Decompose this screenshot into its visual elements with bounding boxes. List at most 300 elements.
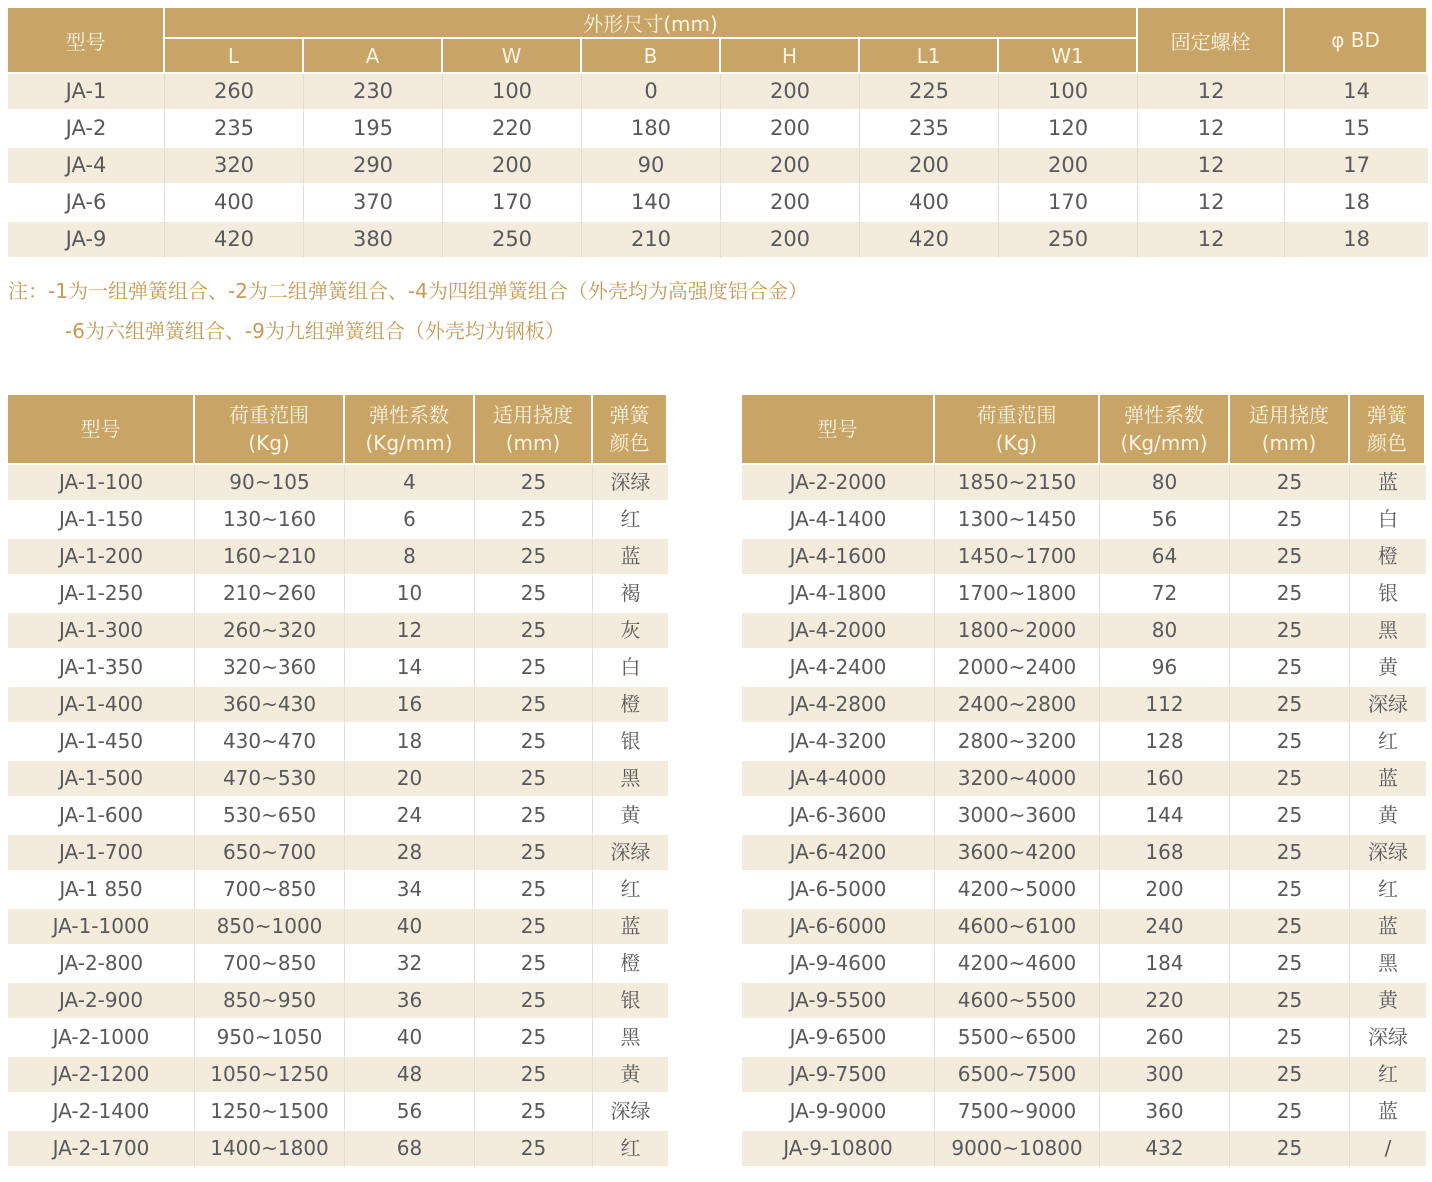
cell-model: JA-4-4000 <box>742 761 935 798</box>
cell-spring-rate: 6 <box>345 502 475 539</box>
cell-spring-rate: 128 <box>1100 724 1230 761</box>
cell-model: JA-6 <box>8 185 165 222</box>
cell-spring-rate: 112 <box>1100 687 1230 724</box>
column-header-deflection <box>1230 395 1350 465</box>
cell-L: 235 <box>165 111 304 148</box>
table-row <box>8 650 668 687</box>
cell-deflection: 25 <box>1230 465 1350 502</box>
cell-load-range: 1300~1450 <box>935 502 1100 539</box>
cell-deflection: 25 <box>1230 1057 1350 1094</box>
cell-L: 260 <box>165 74 304 111</box>
table-row <box>8 74 1428 111</box>
column-header-model <box>742 395 935 465</box>
cell-spring-rate: 200 <box>1100 872 1230 909</box>
cell-spring-rate: 240 <box>1100 909 1230 946</box>
header-unit: (mm) <box>1261 431 1317 455</box>
cell-load-range: 260~320 <box>195 613 345 650</box>
cell-deflection: 25 <box>475 872 593 909</box>
cell-L: 320 <box>165 148 304 185</box>
table-row <box>742 1057 1426 1094</box>
column-header-dimensions: 外形尺寸(mm) <box>165 8 1138 39</box>
cell-spring-rate: 168 <box>1100 835 1230 872</box>
cell-deflection: 25 <box>475 946 593 983</box>
cell-model: JA-4 <box>8 148 165 185</box>
cell-bd: 14 <box>1285 74 1428 111</box>
cell-load-range: 2000~2400 <box>935 650 1100 687</box>
cell-load-range: 4200~5000 <box>935 872 1100 909</box>
cell-spring-rate: 80 <box>1100 613 1230 650</box>
cell-L1: 400 <box>860 185 999 222</box>
cell-W: 100 <box>443 74 582 111</box>
cell-deflection: 25 <box>1230 1020 1350 1057</box>
cell-deflection: 25 <box>1230 613 1350 650</box>
cell-spring-color: 深绿 <box>1350 1020 1426 1057</box>
cell-load-range: 1050~1250 <box>195 1057 345 1094</box>
cell-load-range: 2800~3200 <box>935 724 1100 761</box>
cell-spring-color: 红 <box>1350 1057 1426 1094</box>
cell-model: JA-1-100 <box>8 465 195 502</box>
cell-spring-rate: 14 <box>345 650 475 687</box>
cell-H: 200 <box>721 222 860 259</box>
cell-spring-color: 灰 <box>593 613 668 650</box>
cell-model: JA-1-600 <box>8 798 195 835</box>
cell-load-range: 4600~6100 <box>935 909 1100 946</box>
cell-load-range: 320~360 <box>195 650 345 687</box>
cell-spring-rate: 12 <box>345 613 475 650</box>
table-row <box>742 613 1426 650</box>
column-header-W: W <box>443 39 582 74</box>
table-row <box>8 872 668 909</box>
cell-model: JA-1-350 <box>8 650 195 687</box>
cell-load-range: 7500~9000 <box>935 1094 1100 1131</box>
cell-spring-rate: 24 <box>345 798 475 835</box>
cell-model: JA-1-250 <box>8 576 195 613</box>
column-header-spring-rate <box>1100 395 1230 465</box>
cell-spring-color: 橙 <box>593 946 668 983</box>
cell-spring-color: 蓝 <box>593 909 668 946</box>
table-row <box>8 835 668 872</box>
spring-tables-section <box>8 395 1426 1168</box>
cell-W1: 200 <box>999 148 1138 185</box>
cell-model: JA-1-300 <box>8 613 195 650</box>
cell-load-range: 700~850 <box>195 872 345 909</box>
cell-spring-color: 黑 <box>1350 613 1426 650</box>
cell-model: JA-4-1800 <box>742 576 935 613</box>
header-label: 弹性系数 <box>1124 403 1204 427</box>
table-row <box>742 872 1426 909</box>
cell-model: JA-4-3200 <box>742 724 935 761</box>
cell-deflection: 25 <box>475 650 593 687</box>
cell-spring-rate: 8 <box>345 539 475 576</box>
header-unit: (Kg) <box>248 431 290 455</box>
cell-deflection: 25 <box>1230 539 1350 576</box>
table-row <box>8 1057 668 1094</box>
column-header-model <box>8 395 195 465</box>
cell-spring-color: 蓝 <box>1350 909 1426 946</box>
cell-model: JA-4-2000 <box>742 613 935 650</box>
cell-spring-rate: 220 <box>1100 983 1230 1020</box>
cell-L: 420 <box>165 222 304 259</box>
column-header-spring-color <box>1350 395 1426 465</box>
cell-spring-color: 黄 <box>1350 983 1426 1020</box>
cell-spring-color: 白 <box>593 650 668 687</box>
table-row <box>8 1131 668 1168</box>
header-label: 荷重范围 <box>229 403 309 427</box>
cell-load-range: 430~470 <box>195 724 345 761</box>
cell-deflection: 25 <box>1230 1094 1350 1131</box>
cell-deflection: 25 <box>1230 576 1350 613</box>
cell-spring-rate: 56 <box>345 1094 475 1131</box>
cell-spring-color: 深绿 <box>1350 687 1426 724</box>
cell-spring-rate: 80 <box>1100 465 1230 502</box>
cell-spring-color: 黑 <box>593 1020 668 1057</box>
cell-bolt: 12 <box>1138 148 1285 185</box>
cell-load-range: 950~1050 <box>195 1020 345 1057</box>
cell-L1: 225 <box>860 74 999 111</box>
spring-table-left-body <box>8 465 668 1168</box>
table-row <box>8 761 668 798</box>
column-header-L1: L1 <box>860 39 999 74</box>
cell-bolt: 12 <box>1138 185 1285 222</box>
cell-model: JA-2-1000 <box>8 1020 195 1057</box>
cell-model: JA-4-2800 <box>742 687 935 724</box>
header-unit: (mm) <box>505 431 561 455</box>
cell-model: JA-2 <box>8 111 165 148</box>
cell-load-range: 360~430 <box>195 687 345 724</box>
cell-model: JA-2-800 <box>8 946 195 983</box>
cell-spring-color: 黄 <box>593 798 668 835</box>
cell-model: JA-1-1000 <box>8 909 195 946</box>
cell-model: JA-6-3600 <box>742 798 935 835</box>
cell-deflection: 25 <box>1230 724 1350 761</box>
cell-A: 195 <box>304 111 443 148</box>
cell-model: JA-1 <box>8 74 165 111</box>
cell-spring-color: 深绿 <box>593 465 668 502</box>
cell-load-range: 470~530 <box>195 761 345 798</box>
cell-spring-rate: 40 <box>345 1020 475 1057</box>
cell-spring-color: 蓝 <box>593 539 668 576</box>
header-label: 型号 <box>80 417 121 441</box>
cell-model: JA-1-150 <box>8 502 195 539</box>
column-header-bd: φ BD <box>1285 8 1428 74</box>
cell-W: 250 <box>443 222 582 259</box>
header-label: 弹性系数 <box>369 403 449 427</box>
cell-spring-color: 红 <box>593 502 668 539</box>
table-row <box>8 909 668 946</box>
table-row <box>8 1094 668 1131</box>
cell-H: 200 <box>721 185 860 222</box>
cell-A: 230 <box>304 74 443 111</box>
cell-deflection: 25 <box>1230 650 1350 687</box>
cell-model: JA-1-400 <box>8 687 195 724</box>
cell-deflection: 25 <box>475 465 593 502</box>
cell-bd: 15 <box>1285 111 1428 148</box>
cell-B: 140 <box>582 185 721 222</box>
header-label: 颜色 <box>1367 431 1407 455</box>
cell-load-range: 850~950 <box>195 983 345 1020</box>
column-header-load-range <box>935 395 1100 465</box>
cell-spring-color: 橙 <box>593 687 668 724</box>
cell-spring-color: 红 <box>593 1131 668 1168</box>
cell-load-range: 4600~5500 <box>935 983 1100 1020</box>
header-label: 弹簧 <box>609 403 650 427</box>
column-header-spring-color <box>593 395 668 465</box>
cell-load-range: 3000~3600 <box>935 798 1100 835</box>
cell-W1: 100 <box>999 74 1138 111</box>
cell-L: 400 <box>165 185 304 222</box>
column-header-spring-rate <box>345 395 475 465</box>
cell-spring-rate: 56 <box>1100 502 1230 539</box>
cell-spring-color: 蓝 <box>1350 761 1426 798</box>
cell-model: JA-1 850 <box>8 872 195 909</box>
cell-W1: 120 <box>999 111 1138 148</box>
header-label: 荷重范围 <box>976 403 1057 427</box>
column-header-W1: W1 <box>999 39 1138 74</box>
cell-model: JA-1-500 <box>8 761 195 798</box>
cell-spring-color: 银 <box>1350 576 1426 613</box>
cell-bolt: 12 <box>1138 222 1285 259</box>
cell-model: JA-9-10800 <box>742 1131 935 1168</box>
cell-spring-rate: 184 <box>1100 946 1230 983</box>
cell-load-range: 90~105 <box>195 465 345 502</box>
cell-deflection: 25 <box>475 798 593 835</box>
cell-spring-color: 蓝 <box>1350 1094 1426 1131</box>
cell-load-range: 700~850 <box>195 946 345 983</box>
cell-deflection: 25 <box>1230 1131 1350 1168</box>
table-row <box>742 1020 1426 1057</box>
column-header-B: B <box>582 39 721 74</box>
cell-spring-color: 蓝 <box>1350 465 1426 502</box>
cell-spring-rate: 32 <box>345 946 475 983</box>
table-row <box>742 946 1426 983</box>
cell-model: JA-2-1700 <box>8 1131 195 1168</box>
cell-deflection: 25 <box>475 613 593 650</box>
cell-deflection: 25 <box>1230 761 1350 798</box>
cell-deflection: 25 <box>475 687 593 724</box>
cell-load-range: 1450~1700 <box>935 539 1100 576</box>
cell-load-range: 1250~1500 <box>195 1094 345 1131</box>
table-row <box>8 502 668 539</box>
cell-model: JA-9-5500 <box>742 983 935 1020</box>
cell-load-range: 1400~1800 <box>195 1131 345 1168</box>
cell-deflection: 25 <box>1230 798 1350 835</box>
table-row <box>8 465 668 502</box>
cell-spring-color: 银 <box>593 983 668 1020</box>
cell-load-range: 2400~2800 <box>935 687 1100 724</box>
cell-spring-color: 红 <box>1350 872 1426 909</box>
cell-model: JA-2-900 <box>8 983 195 1020</box>
cell-spring-color: 白 <box>1350 502 1426 539</box>
spring-table-right-body <box>742 465 1426 1168</box>
column-header-H: H <box>721 39 860 74</box>
dimensions-table-body <box>8 74 1428 259</box>
table-row <box>742 502 1426 539</box>
cell-load-range: 6500~7500 <box>935 1057 1100 1094</box>
footnote-line-2: -6为六组弹簧组合、-9为九组弹簧组合（外壳均为钢板） <box>65 319 565 343</box>
cell-B: 90 <box>582 148 721 185</box>
cell-spring-rate: 96 <box>1100 650 1230 687</box>
table-row <box>8 185 1428 222</box>
header-row <box>8 395 668 465</box>
cell-spring-rate: 18 <box>345 724 475 761</box>
table-row <box>8 613 668 650</box>
cell-spring-rate: 28 <box>345 835 475 872</box>
header-row-top <box>8 8 1428 39</box>
cell-spring-rate: 4 <box>345 465 475 502</box>
cell-spring-color: 银 <box>593 724 668 761</box>
cell-model: JA-9-9000 <box>742 1094 935 1131</box>
cell-load-range: 5500~6500 <box>935 1020 1100 1057</box>
cell-deflection: 25 <box>475 1131 593 1168</box>
header-label: 弹簧 <box>1367 403 1407 427</box>
cell-H: 200 <box>721 111 860 148</box>
table-row <box>742 576 1426 613</box>
cell-load-range: 4200~4600 <box>935 946 1100 983</box>
cell-deflection: 25 <box>475 724 593 761</box>
cell-load-range: 1800~2000 <box>935 613 1100 650</box>
cell-deflection: 25 <box>475 502 593 539</box>
cell-spring-rate: 64 <box>1100 539 1230 576</box>
cell-B: 180 <box>582 111 721 148</box>
cell-model: JA-2-1400 <box>8 1094 195 1131</box>
cell-model: JA-9-7500 <box>742 1057 935 1094</box>
cell-model: JA-4-1600 <box>742 539 935 576</box>
cell-spring-rate: 360 <box>1100 1094 1230 1131</box>
cell-spring-rate: 16 <box>345 687 475 724</box>
header-label: 型号 <box>817 417 858 441</box>
cell-model: JA-6-4200 <box>742 835 935 872</box>
cell-spring-rate: 40 <box>345 909 475 946</box>
cell-deflection: 25 <box>1230 502 1350 539</box>
table-row <box>742 1094 1426 1131</box>
table-row <box>8 724 668 761</box>
cell-deflection: 25 <box>475 576 593 613</box>
table-row <box>742 909 1426 946</box>
table-row <box>8 687 668 724</box>
table-row <box>742 1131 1426 1168</box>
cell-model: JA-4-1400 <box>742 502 935 539</box>
table-row <box>742 539 1426 576</box>
cell-A: 290 <box>304 148 443 185</box>
cell-spring-color: 红 <box>593 872 668 909</box>
table-row <box>8 946 668 983</box>
header-row <box>742 395 1426 465</box>
cell-bd: 17 <box>1285 148 1428 185</box>
cell-W1: 250 <box>999 222 1138 259</box>
cell-spring-color: 橙 <box>1350 539 1426 576</box>
table-row <box>8 539 668 576</box>
table-row <box>742 724 1426 761</box>
cell-deflection: 25 <box>475 909 593 946</box>
cell-spring-color: 黄 <box>593 1057 668 1094</box>
table-row <box>8 111 1428 148</box>
cell-deflection: 25 <box>475 1020 593 1057</box>
cell-deflection: 25 <box>475 539 593 576</box>
cell-load-range: 130~160 <box>195 502 345 539</box>
spring-table-right <box>742 395 1426 1168</box>
cell-spring-color: 黑 <box>593 761 668 798</box>
cell-spring-color: 深绿 <box>593 1094 668 1131</box>
cell-load-range: 160~210 <box>195 539 345 576</box>
cell-model: JA-1-450 <box>8 724 195 761</box>
table-row <box>742 798 1426 835</box>
cell-L1: 200 <box>860 148 999 185</box>
cell-load-range: 530~650 <box>195 798 345 835</box>
footnote <box>8 271 1426 351</box>
cell-spring-rate: 144 <box>1100 798 1230 835</box>
table-row <box>742 761 1426 798</box>
column-header-L: L <box>165 39 304 74</box>
cell-deflection: 25 <box>475 983 593 1020</box>
cell-spring-rate: 432 <box>1100 1131 1230 1168</box>
cell-L1: 420 <box>860 222 999 259</box>
table-row <box>742 983 1426 1020</box>
table-row <box>742 835 1426 872</box>
header-label: 适用挠度 <box>1249 403 1329 427</box>
header-unit: (Kg/mm) <box>365 431 453 455</box>
cell-spring-rate: 68 <box>345 1131 475 1168</box>
cell-spring-rate: 10 <box>345 576 475 613</box>
column-header-bolt: 固定螺栓 <box>1138 8 1285 74</box>
cell-model: JA-6-5000 <box>742 872 935 909</box>
cell-load-range: 3200~4000 <box>935 761 1100 798</box>
cell-model: JA-9 <box>8 222 165 259</box>
cell-W: 200 <box>443 148 582 185</box>
cell-spring-rate: 72 <box>1100 576 1230 613</box>
cell-deflection: 25 <box>1230 983 1350 1020</box>
cell-deflection: 25 <box>1230 872 1350 909</box>
cell-model: JA-6-6000 <box>742 909 935 946</box>
table-row <box>742 465 1426 502</box>
cell-model: JA-9-4600 <box>742 946 935 983</box>
cell-deflection: 25 <box>1230 909 1350 946</box>
footnote-line-1: 注：-1为一组弹簧组合、-2为二组弹簧组合、-4为四组弹簧组合（外壳均为高强度铝合金） <box>8 279 808 303</box>
cell-model: JA-1-200 <box>8 539 195 576</box>
cell-spring-rate: 300 <box>1100 1057 1230 1094</box>
cell-load-range: 3600~4200 <box>935 835 1100 872</box>
cell-spring-rate: 34 <box>345 872 475 909</box>
cell-spring-rate: 260 <box>1100 1020 1230 1057</box>
cell-spring-color: / <box>1350 1131 1426 1168</box>
cell-B: 210 <box>582 222 721 259</box>
column-header-load-range <box>195 395 345 465</box>
cell-H: 200 <box>721 74 860 111</box>
spring-table-left <box>8 395 668 1168</box>
cell-bolt: 12 <box>1138 74 1285 111</box>
header-label: 适用挠度 <box>493 403 573 427</box>
cell-deflection: 25 <box>475 1057 593 1094</box>
header-label: 颜色 <box>609 431 650 455</box>
cell-spring-rate: 20 <box>345 761 475 798</box>
column-header-A: A <box>304 39 443 74</box>
cell-load-range: 210~260 <box>195 576 345 613</box>
cell-B: 0 <box>582 74 721 111</box>
outline-dimensions-table <box>8 8 1428 259</box>
cell-W: 220 <box>443 111 582 148</box>
table-row <box>8 222 1428 259</box>
cell-spring-color: 黄 <box>1350 650 1426 687</box>
table-row <box>8 1020 668 1057</box>
cell-spring-color: 深绿 <box>593 835 668 872</box>
table-row <box>8 576 668 613</box>
cell-deflection: 25 <box>475 761 593 798</box>
cell-deflection: 25 <box>475 835 593 872</box>
cell-deflection: 25 <box>475 1094 593 1131</box>
cell-bd: 18 <box>1285 222 1428 259</box>
cell-spring-color: 黄 <box>1350 798 1426 835</box>
table-row <box>8 798 668 835</box>
cell-load-range: 850~1000 <box>195 909 345 946</box>
